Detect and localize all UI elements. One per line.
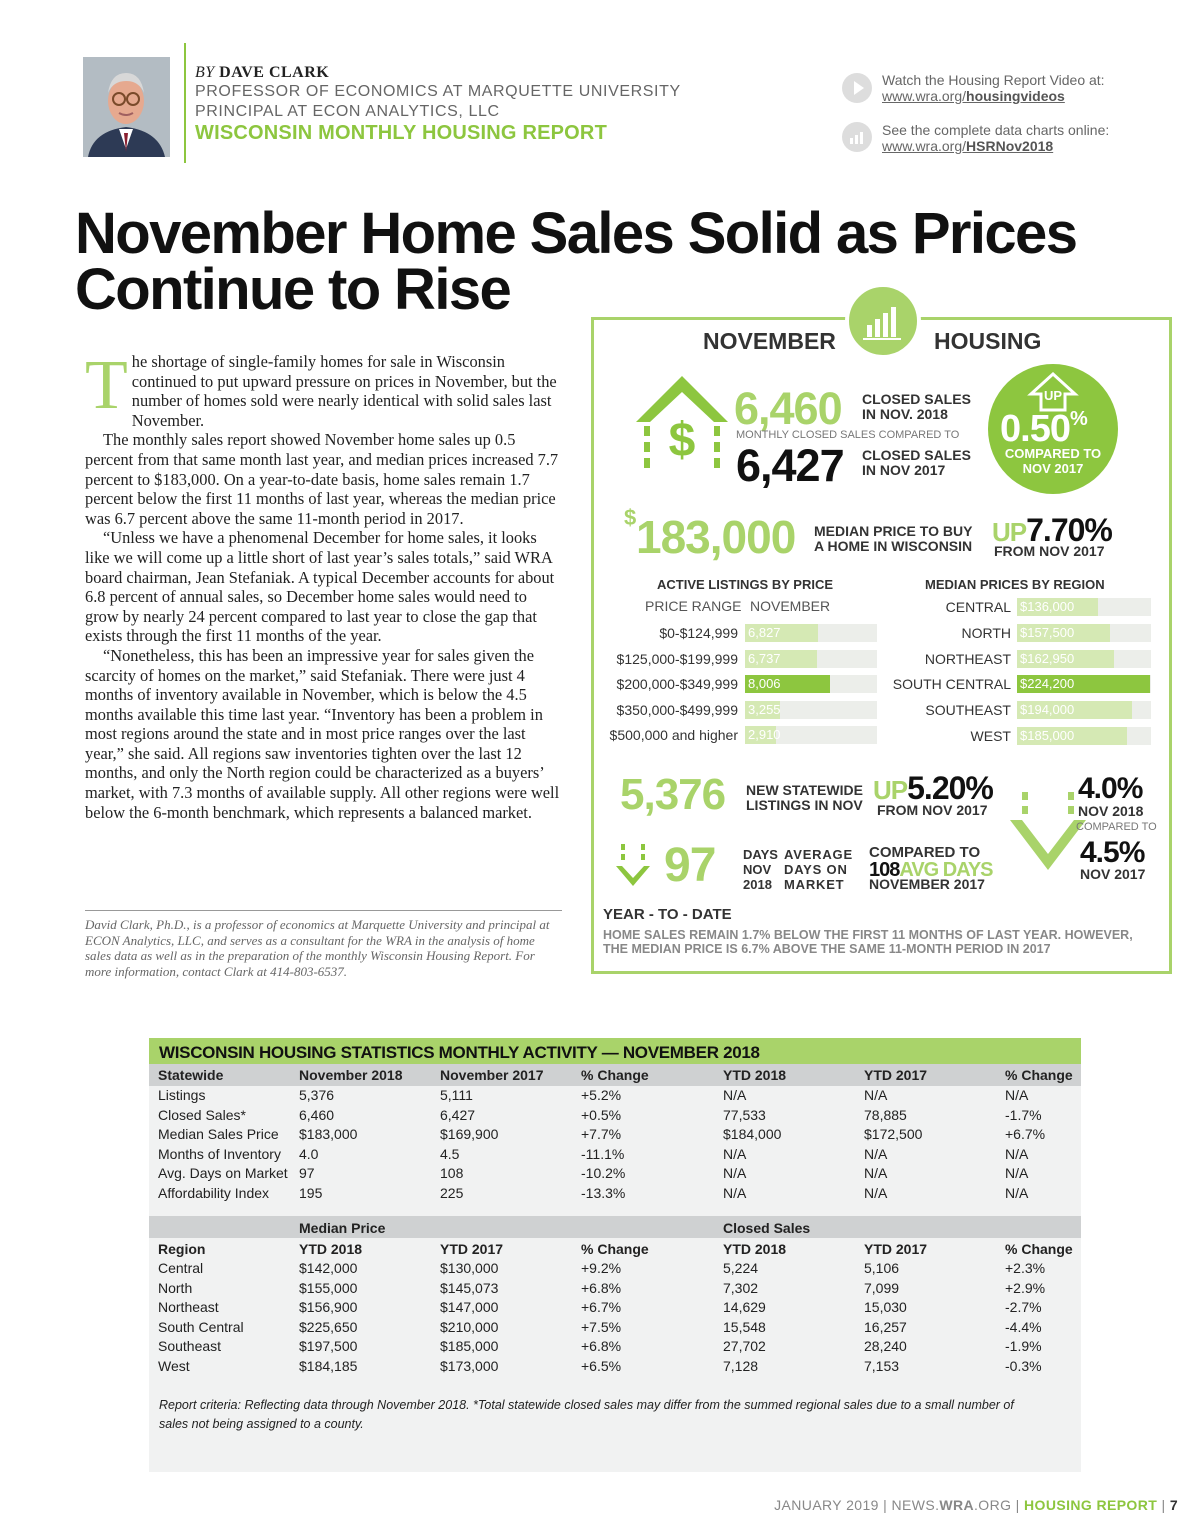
table-cell: +0.5% [581, 1106, 622, 1123]
table-cell: YTD 2018 [299, 1241, 363, 1257]
up-label: UP [1043, 388, 1063, 403]
table-row [149, 1317, 1081, 1337]
table-cell: $184,185 [299, 1358, 358, 1374]
bar-track [745, 701, 877, 719]
table-cell: -0.3% [1005, 1358, 1042, 1374]
table-row [149, 1183, 1081, 1203]
table-cell: +6.8% [581, 1279, 622, 1296]
dollar-sign: $ [624, 505, 636, 530]
table-cell: N/A [1005, 1087, 1029, 1103]
bar-category-label: NORTH [961, 624, 1011, 641]
table-cell: 7,153 [864, 1358, 900, 1374]
table-cell: 225 [440, 1185, 464, 1201]
table-header-row [149, 1065, 1081, 1085]
paragraph: he shortage of single-family homes for sale in Wisconsin continued to put upward pressure on prices in November, but the number of homes sold were nearly identical with solid sales last November. [131, 352, 557, 430]
table-cell: $225,650 [299, 1318, 358, 1335]
table-cell: $184,000 [723, 1126, 782, 1143]
table-cell: 7,128 [723, 1358, 759, 1374]
table-cell: 77,533 [723, 1106, 766, 1123]
table-cell: +6.7% [581, 1299, 622, 1316]
bar-track [745, 624, 877, 642]
median-change: UP7.70% [992, 512, 1112, 548]
report-name: WISCONSIN MONTHLY HOUSING REPORT [195, 122, 607, 144]
video-link-block [882, 72, 1105, 104]
table-cell: Listings [158, 1087, 206, 1103]
median-price-value: 183,000 [636, 511, 796, 563]
paragraph: The monthly sales report showed November home sales up 0.5 percent from that same month last year, and median prices increased 7.7 percent to $183,000. On a year-to-date basis, home sales remain 1.7 percent below the first 11 months of last year, whereas the median price was 6.7 percent above the same 11-month period in 2017. [85, 430, 559, 528]
region-header-row [149, 1239, 1081, 1259]
table-cell: Closed Sales* [158, 1106, 246, 1123]
prior-sales-label: CLOSED SALES IN NOV 2017 [862, 447, 971, 478]
inventory-2017: 4.5% [1080, 836, 1145, 869]
bar-value-label: 8,006 [748, 676, 781, 691]
table-cell: YTD 2017 [440, 1241, 504, 1257]
median-from: FROM NOV 2017 [994, 543, 1105, 559]
table-cell: 78,885 [864, 1106, 907, 1123]
bar-value-label: 6,827 [748, 625, 781, 640]
days-compared: COMPARED TO [869, 844, 981, 861]
charts-link-block [882, 122, 1109, 154]
headline [75, 201, 1125, 322]
table-cell: $142,000 [299, 1260, 358, 1276]
inventory-2017-label: NOV 2017 [1080, 866, 1146, 882]
bar-track [1017, 675, 1151, 693]
stats-table [149, 1038, 1081, 1472]
table-cell: November 2018 [299, 1067, 403, 1083]
table-cell: 7,099 [864, 1279, 900, 1296]
bar [1017, 727, 1127, 745]
table-cell: 4.0 [299, 1145, 319, 1162]
bar [1017, 650, 1114, 668]
table-cell: N/A [723, 1165, 747, 1182]
table-row [149, 1124, 1081, 1144]
table-cell: 6,460 [299, 1106, 335, 1123]
table-cell: YTD 2018 [723, 1067, 787, 1083]
table-cell: $145,073 [440, 1279, 499, 1296]
table-cell: $210,000 [440, 1318, 499, 1335]
table-cell: +2.3% [1005, 1260, 1046, 1276]
paragraph: “Unless we have a phenomenal December for home sales, it looks like we will come up a little short of last year’s sales totals,” said WRA board chairman, Jean Stefaniak. A typical December accounts for about 6.8 percent of annual sales, so December home sales would need to grow by nearly 24 percent compared to last year to close the gap that exists through the first 11 months of the year. [85, 528, 555, 646]
bar [1017, 624, 1110, 642]
prior-sales-value: 6,427 [736, 440, 844, 491]
region-title: MEDIAN PRICES BY REGION [925, 577, 1105, 592]
table-cell: 6,427 [440, 1106, 476, 1123]
inventory-2018-label: NOV 2018 [1078, 803, 1144, 819]
listings-title: ACTIVE LISTINGS BY PRICE [657, 577, 834, 592]
table-cell: West [158, 1358, 190, 1374]
table-cell: $130,000 [440, 1260, 499, 1276]
table-cell: 15,548 [723, 1318, 766, 1335]
bar-value-label: 6,737 [748, 650, 781, 666]
sales-change-caption: COMPARED TO NOV 2017 [1004, 446, 1102, 476]
bar-track [745, 675, 877, 693]
table-cell: 15,030 [864, 1299, 907, 1316]
table-cell: +6.8% [581, 1338, 622, 1355]
author-title-2: PRINCIPAL AT ECON ANALYTICS, LLC [195, 103, 500, 120]
table-cell: +2.9% [1005, 1279, 1046, 1296]
table-cell: YTD 2017 [864, 1067, 928, 1083]
bar-track [1017, 598, 1151, 616]
table-cell: 5,224 [723, 1260, 759, 1276]
table-row [149, 1163, 1081, 1183]
table-cell: 14,629 [723, 1299, 766, 1316]
table-row [149, 1297, 1081, 1317]
svg-text:$: $ [668, 414, 696, 467]
bar-category-label: $0-$124,999 [659, 625, 738, 641]
table-cell: Months of Inventory [158, 1145, 281, 1162]
play-icon[interactable] [842, 73, 872, 103]
sales-change-pct: 0.50% [1000, 408, 1087, 450]
table-cell: 5,106 [864, 1260, 900, 1276]
video-link[interactable]: www.wra.org/housingvideos [882, 88, 1065, 104]
table-cell: N/A [1005, 1165, 1029, 1182]
table-cell: Northeast [158, 1299, 219, 1316]
table-row [149, 1336, 1081, 1356]
table-row [149, 1144, 1081, 1164]
bar-track [1017, 624, 1151, 642]
bar-value-label: $194,000 [1020, 702, 1075, 718]
table-cell: 7,302 [723, 1279, 759, 1296]
stats-table-title: WISCONSIN HOUSING STATISTICS MONTHLY ACTIVITY — NOVEMBER 2018 [149, 1038, 1081, 1064]
closed-sales-value: 6,460 [734, 383, 842, 434]
days-prior: 108AVG DAYS [869, 859, 993, 881]
table-cell: $169,900 [440, 1126, 499, 1143]
days-prior-period: NOVEMBER 2017 [869, 876, 985, 892]
ytd-text: HOME SALES REMAIN 1.7% BELOW THE FIRST 11 MONTHS OF LAST YEAR. HOWEVER, THE MEDIAN PRICE IS 6.7% ABOVE THE SAME 11-MONTH PERIOD IN 2017 [603, 928, 1133, 956]
page-footer: JANUARY 2019 | NEWS.WRA.ORG | HOUSING REPORT | 7 [774, 1497, 1178, 1513]
bar-chart-icon [845, 283, 921, 359]
table-cell: South Central [158, 1318, 244, 1335]
table-cell: +5.2% [581, 1087, 622, 1103]
table-cell: 195 [299, 1185, 323, 1201]
table-cell: N/A [723, 1145, 747, 1162]
bar-track [1017, 650, 1151, 668]
bar [745, 675, 830, 693]
days-label: DAYS NOV 2018 [743, 847, 778, 892]
headline-line-2: Continue to Rise [75, 257, 511, 322]
bar-value-label: $185,000 [1020, 728, 1075, 743]
table-cell: $185,000 [440, 1338, 499, 1355]
bar-value-label: $224,200 [1020, 676, 1075, 692]
bar-category-label: $350,000-$499,999 [616, 701, 738, 718]
headline-line-1: November Home Sales Solid as Prices [75, 201, 1077, 266]
table-cell: $147,000 [440, 1299, 499, 1316]
bar-category-label: SOUTHEAST [925, 702, 1011, 719]
bar-value-label: 2,910 [748, 727, 781, 742]
compared-label: MONTHLY CLOSED SALES COMPARED TO [736, 429, 960, 441]
table-cell: Central [158, 1260, 204, 1276]
paragraph: “Nonetheless, this has been an impressive year for sales given the scarcity of homes on the market,” said Stefaniak. There were just 4 months of inventory available in November, which is below the 4.5 months available this time last year. “Inventory has been a problem in most regions around the state and in most price ranges over the last year,” she said. All regions saw inventories tighten over the last 12 months, and only the North region could be characterized as a buyers’ market, with 7.3 months of available supply. All other regions were well below the 6-month benchmark, which represents a balanced market. [85, 645, 560, 822]
chart-icon[interactable] [842, 122, 872, 152]
bar-category-label: SOUTH CENTRAL [892, 676, 1011, 693]
table-cell: YTD 2017 [864, 1241, 928, 1257]
table-cell: -13.3% [581, 1185, 626, 1201]
table-cell: 5,111 [440, 1087, 473, 1103]
bar-category-label: $200,000-$349,999 [616, 676, 738, 692]
bar-value-label: $162,950 [1020, 650, 1075, 666]
table-row [149, 1105, 1081, 1125]
bar-category-label: CENTRAL [945, 599, 1011, 615]
bar-track [1017, 701, 1151, 719]
table-cell: N/A [723, 1087, 747, 1103]
table-row [149, 1356, 1081, 1376]
inventory-2018: 4.0% [1078, 772, 1143, 805]
table-cell: 5,376 [299, 1087, 335, 1103]
article-body [85, 347, 562, 822]
table-cell: +9.2% [581, 1260, 622, 1276]
table-cell: 4.5 [440, 1145, 460, 1162]
table-cell: N/A [1005, 1185, 1029, 1201]
bar-track [745, 650, 877, 668]
video-text: Watch the Housing Report Video at: [882, 72, 1105, 88]
infographic-title-right: HOUSING [934, 328, 1042, 354]
drop-cap: T [85, 347, 128, 424]
table-cell: +6.7% [1005, 1126, 1046, 1143]
table-cell: 27,702 [723, 1338, 766, 1355]
bar-category-label: NORTHEAST [924, 650, 1011, 667]
table-row [149, 1278, 1081, 1298]
table-cell: N/A [864, 1185, 888, 1201]
bar-value-label: 3,255 [748, 701, 781, 717]
table-cell: Southeast [158, 1338, 222, 1355]
table-cell: North [158, 1279, 193, 1296]
bar-category-label: $500,000 and higher [609, 727, 738, 743]
table-cell: N/A [864, 1145, 888, 1162]
table-cell: $173,000 [440, 1358, 499, 1374]
ytd-title: YEAR - TO - DATE [603, 906, 732, 923]
table-cell: 97 [299, 1165, 315, 1182]
inventory-compared: COMPARED TO [1076, 821, 1157, 833]
bar [1017, 675, 1150, 693]
days-value: 97 [664, 839, 716, 892]
table-cell: N/A [723, 1185, 747, 1201]
table-cell: $155,000 [299, 1279, 358, 1296]
author-photo [83, 57, 170, 157]
table-cell: Affordability Index [158, 1185, 270, 1201]
table-cell: Statewide [158, 1067, 224, 1083]
table-cell: -2.7% [1005, 1299, 1042, 1316]
charts-text: See the complete data charts online: [882, 122, 1110, 138]
table-cell: -10.2% [581, 1165, 626, 1182]
listings-col-month: NOVEMBER [750, 598, 831, 614]
median-price-label: MEDIAN PRICE TO BUY A HOME IN WISCONSIN [814, 523, 973, 554]
bar [745, 726, 781, 744]
table-cell: $172,500 [864, 1126, 923, 1143]
header-divider [184, 43, 186, 163]
bar-track [745, 726, 877, 744]
table-cell: % Change [1005, 1241, 1073, 1257]
new-listings-label: NEW STATEWIDE LISTINGS IN NOV [746, 782, 863, 813]
avg-days-label: AVERAGE DAYS ON MARKET [784, 847, 853, 892]
table-cell: YTD 2018 [723, 1241, 787, 1257]
table-cell: N/A [864, 1165, 888, 1182]
table-cell: +6.5% [581, 1358, 622, 1374]
bar [1017, 701, 1132, 719]
author-title-1: PROFESSOR OF ECONOMICS AT MARQUETTE UNIVERSITY [195, 83, 681, 100]
table-cell: Avg. Days on Market [158, 1165, 288, 1182]
listings-change: UP5.20% [873, 770, 993, 806]
table-cell: 28,240 [864, 1338, 907, 1355]
table-cell: Median Sales Price [158, 1126, 279, 1143]
listings-from: FROM NOV 2017 [877, 802, 988, 818]
days-down-icon [614, 842, 656, 895]
bar [1017, 598, 1098, 616]
table-cell: $156,900 [299, 1299, 358, 1316]
group-header-row: Median Price Closed Sales [299, 1220, 811, 1236]
author-bio: David Clark, Ph.D., is a professor of economics at Marquette University and principal at ECON Analytics, LLC, and serves as a consultant for the WRA in the analysis of home sales data as well as in the preparation of the monthly Wisconsin Housing Report. For more information, contact Clark at 414-803-6537. [85, 910, 562, 979]
table-cell: 16,257 [864, 1318, 907, 1335]
bar-category-label: $125,000-$199,999 [616, 650, 738, 667]
closed-sales-label: CLOSED SALES IN NOV. 2018 [862, 391, 971, 422]
sales-change-circle [988, 364, 1118, 494]
table-cell: % Change [581, 1241, 649, 1257]
bar-value-label: $136,000 [1020, 599, 1075, 614]
table-cell: +7.5% [581, 1318, 622, 1335]
charts-link[interactable]: www.wra.org/HSRNov2018 [882, 138, 1054, 154]
bar-track [1017, 727, 1151, 745]
byline: BY DAVE CLARK [195, 64, 330, 81]
bar-category-label: WEST [970, 728, 1011, 744]
table-cell: N/A [864, 1087, 888, 1103]
table-cell: 108 [440, 1165, 464, 1182]
table-cell: N/A [1005, 1145, 1029, 1162]
table-cell: Region [158, 1241, 206, 1257]
listings-col-range: PRICE RANGE [645, 598, 742, 614]
house-dollar-icon [628, 370, 736, 495]
bar-value-label: $157,500 [1020, 624, 1075, 640]
table-cell: % Change [581, 1067, 649, 1083]
bar [745, 650, 817, 668]
report-criteria-note: Report criteria: Reflecting data through November 2018. *Total statewide closed sales may differ from the summed regional sales due to a small number of sales not being assigned to a county. [159, 1398, 1014, 1431]
table-cell: November 2017 [440, 1067, 544, 1083]
table-cell: -1.9% [1005, 1338, 1042, 1355]
bar [745, 701, 780, 719]
table-cell: +7.7% [581, 1126, 622, 1143]
infographic-title-left: NOVEMBER [703, 328, 836, 354]
table-cell: % Change [1005, 1067, 1073, 1083]
new-listings-value: 5,376 [620, 770, 726, 819]
table-cell: -11.1% [581, 1145, 625, 1162]
table-row [149, 1258, 1081, 1278]
table-cell: $183,000 [299, 1126, 358, 1143]
table-cell: $197,500 [299, 1338, 358, 1355]
table-cell: -1.7% [1005, 1106, 1042, 1123]
table-cell: -4.4% [1005, 1318, 1042, 1335]
table-row [149, 1085, 1081, 1105]
bar [745, 624, 818, 642]
